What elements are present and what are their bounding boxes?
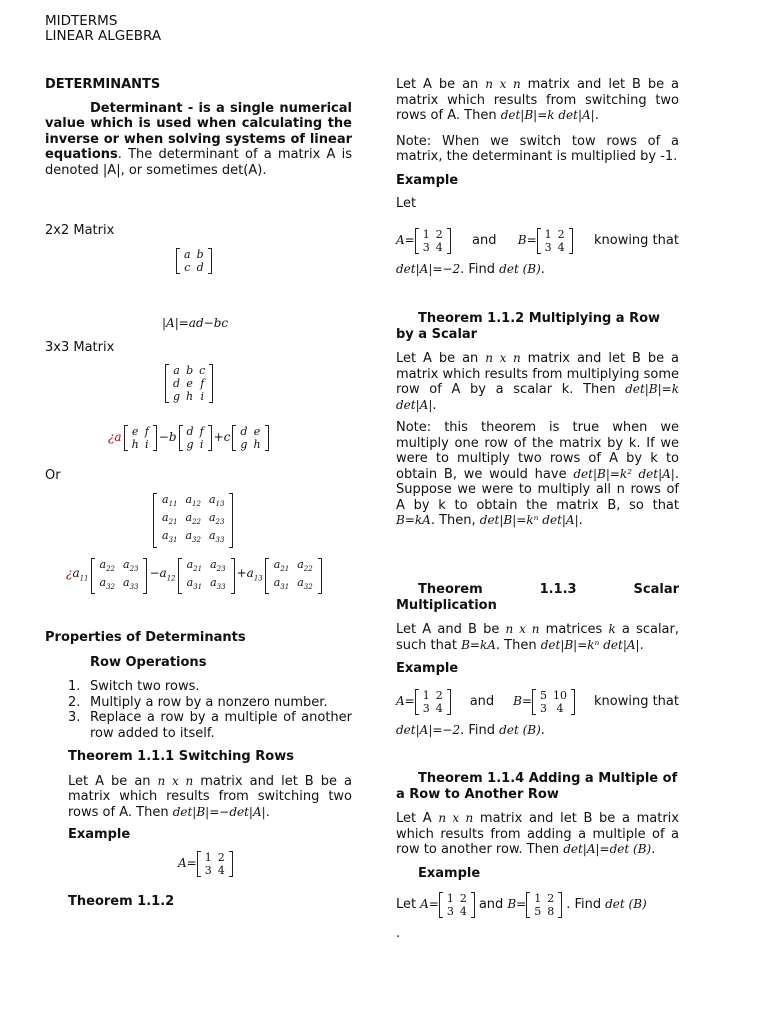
label-2x2: 2x2 Matrix: [45, 223, 115, 238]
document-header: [45, 14, 161, 44]
theorem-111-title: Theorem 1.1.1 Switching Rows: [68, 749, 294, 764]
label-3x3: 3x3 Matrix: [45, 340, 115, 355]
header-line-1: MIDTERMS: [45, 13, 118, 29]
theorem-113-title: Theorem 1.1.3 Scalar: [418, 582, 679, 597]
matrix-3x3-subscript: $a_{11}$ $a_{12}$ $a_{13}$ $a_{21}$ $a_{22}$ $a_{23}$ $a_{31}$ $a_{32}$ $a_{33}$: [153, 493, 233, 548]
example-2-line: A= 1 2 3 4 and B= 5 10 3 4 knowing that: [396, 689, 679, 715]
theorem-112-text: Let A be an n x n matrix and let B be a matrix which results from multiplying some row of A by a scalar k. Then det|B|=k det|A|.: [396, 351, 679, 413]
theorem-113-section: [396, 582, 679, 677]
trailing-dot: .: [396, 926, 401, 941]
row-operations-title: Row Operations: [90, 654, 207, 670]
switching-paragraph: Let A be an n x n matrix and let B be a matrix which results from switching two rows of A. Then det|B|=k det|A|.: [396, 77, 679, 123]
theorem-112-title: Theorem 1.1.2 Multiplying a Row by a Scalar: [396, 311, 661, 342]
formula-2x2: |A|=ad−bc: [162, 316, 229, 330]
right-column: [396, 77, 679, 212]
example-2-given: det|A|=−2. Find det (B).: [396, 723, 545, 738]
theorem-114-title: Theorem 1.1.4 Adding a Multiple of a Row to Another Row: [396, 771, 678, 802]
definition-rest: . The determinant of a matrix A is denoted |A|, or sometimes det(A).: [45, 147, 352, 178]
definition-bold: Determinant - is a single numerical value which is used when calculating the inverse or when solving systems of linear equations: [45, 100, 352, 162]
example-matrix-A: A= 1 2 3 4: [178, 851, 233, 877]
cofactor-expansion-subscript: ¿$a_{11}$ $a_{22}$ $a_{23}$ $a_{32}$ $a_{33}$ $-a_{12}$ $a_{21}$ $a_{23}$ $a_{31}$ $a_{33}$ $+a_{13}$ $a_{21}$ $a_{22}$ $a_{31}$ $a_{32}$: [66, 558, 322, 594]
theorem-113-text: Let A and B be n x n matrices k a scalar, such that B=kA. Then det|B|=kⁿ det|A|.: [396, 622, 679, 653]
example-label: Example: [68, 827, 131, 842]
example-3-label: Example: [418, 865, 481, 881]
theorem-114-section: [396, 771, 679, 881]
list-item: 2. Multiply a row by a nonzero number.: [68, 694, 328, 710]
theorem-114-text: Let A n x n matrix and let B be a matrix which results from adding a multiple of a row to another row. Then det|A|=det (B).: [396, 811, 679, 857]
let-label: Let: [396, 196, 417, 211]
example-2-label: Example: [396, 661, 459, 676]
header-line-2: LINEAR ALGEBRA: [45, 28, 162, 44]
matrix-abcd: a b c d: [176, 248, 212, 274]
theorem-113-title-2: Multiplication: [396, 597, 497, 613]
properties-section: [45, 630, 352, 843]
left-column: [45, 77, 352, 185]
theorem-111-text: Let A be an n x n matrix and let B be a matrix which results from switching two rows of A. Then det|B|=−det|A|.: [68, 773, 352, 820]
theorem-112-label: Theorem 1.1.2: [68, 894, 175, 909]
cofactor-expansion-3x3: ¿a e f h i −b d f g i +c d e g h: [108, 425, 269, 451]
definition-paragraph: [45, 101, 352, 179]
example-1-line: A= 1 2 3 4 and B= 1 2 3 4 knowing that: [396, 228, 679, 254]
or-label: Or: [45, 468, 61, 483]
example-1-given: det|A|=−2. Find det (B).: [396, 262, 545, 277]
example-label-right: Example: [396, 172, 459, 188]
list-item: 1. Switch two rows.: [68, 679, 200, 694]
theorem-112-section: [396, 311, 679, 536]
matrix-3x3: a b c d e f g h i: [165, 364, 213, 403]
row-operations-list: [68, 679, 352, 741]
matrix-2x2: [176, 248, 212, 274]
list-item: 3. Replace a row by a multiple of another row added to itself.: [68, 710, 352, 741]
note-switch: Note: When we switch tow rows of a matrix, the determinant is multiplied by -1.: [396, 133, 679, 164]
example-3-line: Let A= 1 2 3 4 and B= 1 2 5 8 . Find det (B): [396, 892, 647, 918]
note-multiply: Note: this theorem is true when we multiply one row of the matrix by k. If we were to multiply two rows of A by k to obtain B, we would have det|B|=k² det|A|. Suppose we were to multiply all n rows of A by k to obtain the matrix B, so that B=kA. Then, det|B|=kⁿ det|A|.: [396, 420, 679, 528]
section-title: DETERMINANTS: [45, 77, 161, 92]
properties-title: Properties of Determinants: [45, 630, 246, 645]
